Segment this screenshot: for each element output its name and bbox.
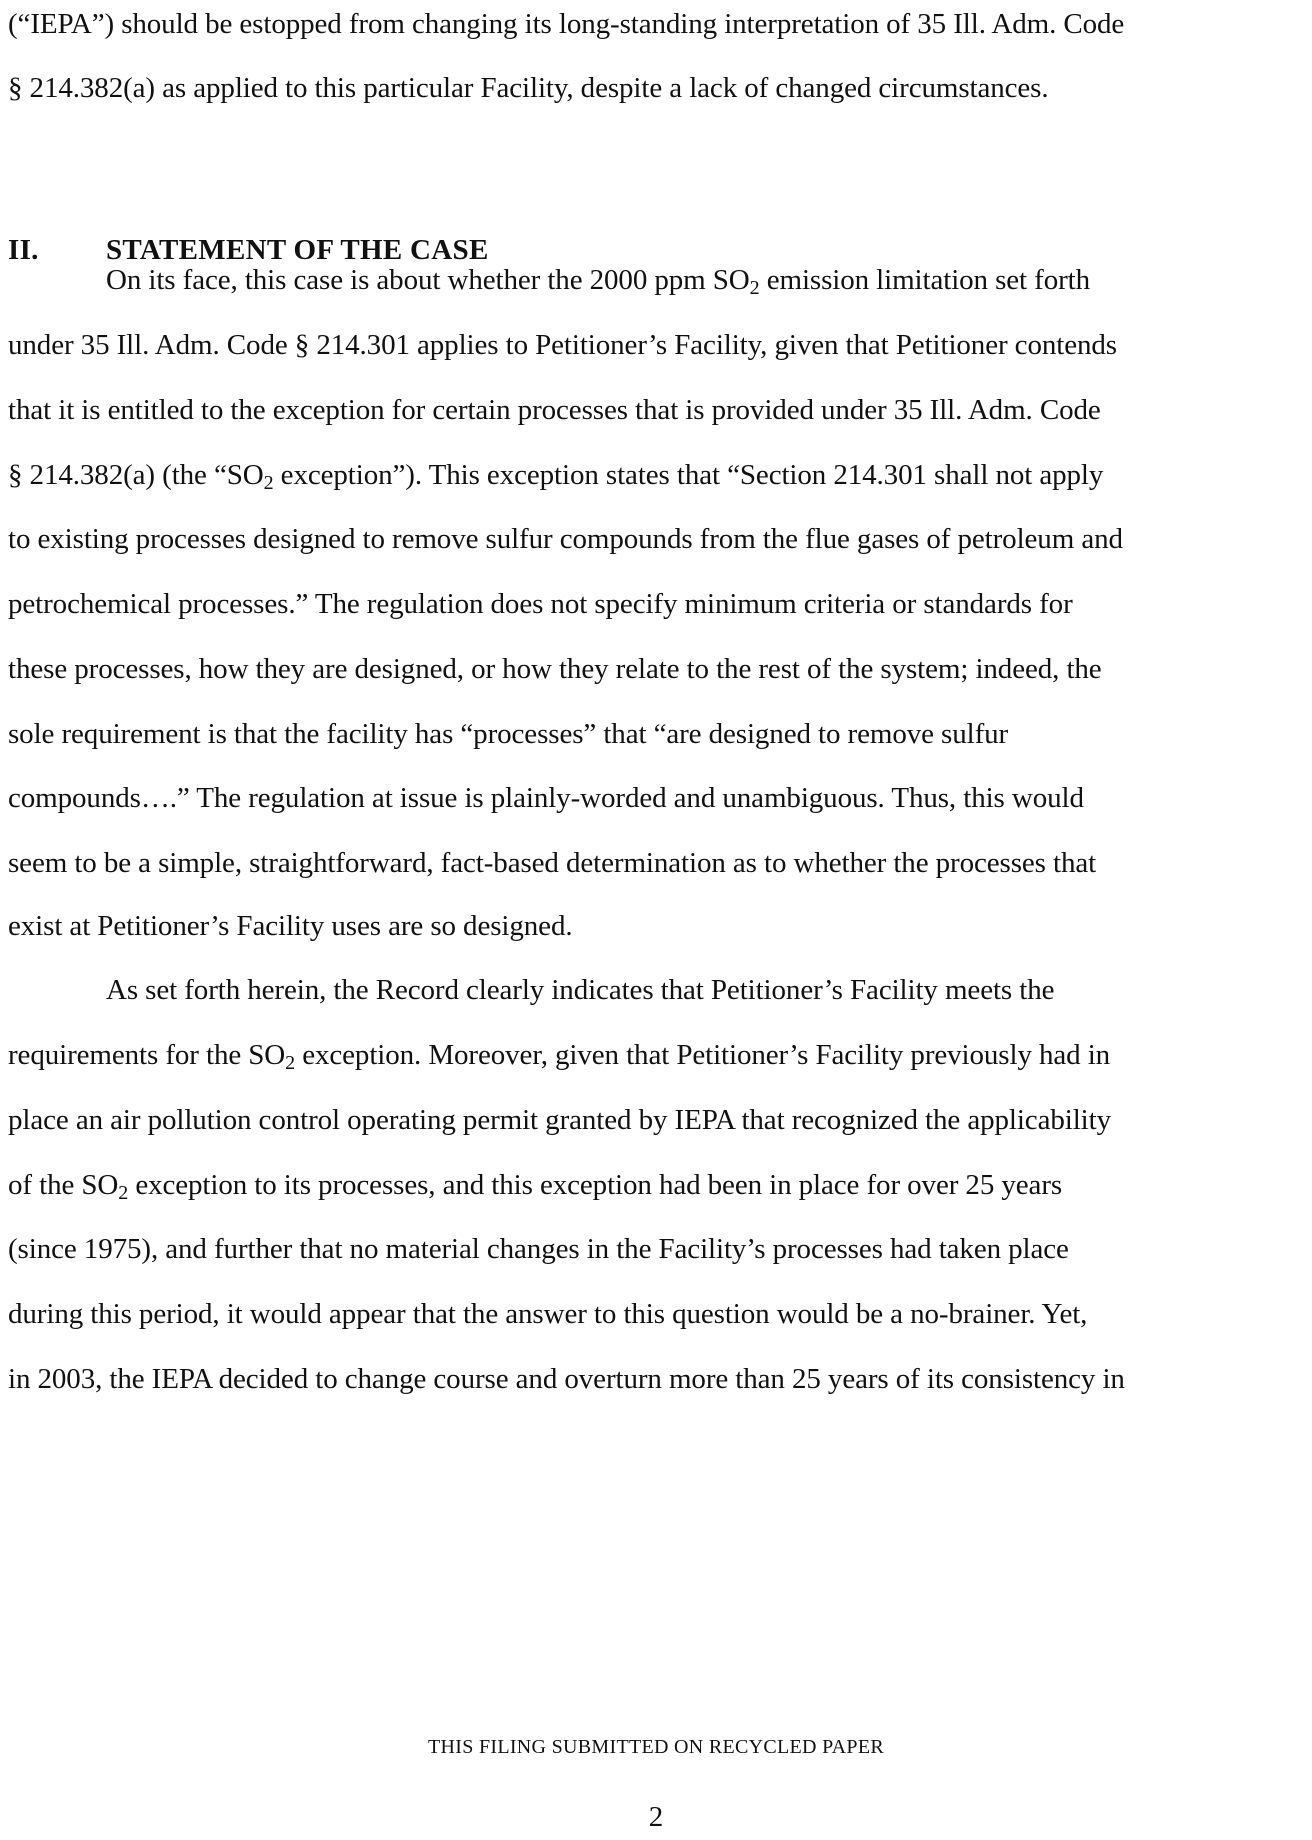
paragraph-1-line-3: that it is entitled to the exception for certain processes that is provided under 35 Ill. Adm. Code [8,394,1101,426]
paragraph-1-line-4: § 214.382(a) (the “$SO_2$ exception”). This exception states that “Section 214.301 shall not apply [8,459,1104,494]
paragraph-1-line-1: On its face, this case is about whether the 2000 ppm $SO_2$ emission limitation set forth [106,264,1091,299]
paragraph-2-line-4: of the $SO_2$ exception to its processes, and this exception had been in place for over 25 years [8,1169,1063,1204]
paragraph-1-line-11: exist at Petitioner’s Facility uses are so designed. [8,910,573,942]
paragraph-1-line-9: compounds….” The regulation at issue is plainly-worded and unambiguous. Thus, this would [8,782,1084,814]
section-number: II. [8,234,39,266]
recycled-paper-notice: THIS FILING SUBMITTED ON RECYCLED PAPER [428,1736,884,1758]
paragraph-2-line-5: (since 1975), and further that no material changes in the Facility’s processes had taken place [8,1233,1069,1265]
intro-line-2: § 214.382(a) as applied to this particular Facility, despite a lack of changed circumstances. [8,72,1049,104]
paragraph-2-line-7: in 2003, the IEPA decided to change course and overturn more than 25 years of its consistency in [8,1363,1125,1395]
paragraph-2-line-1: As set forth herein, the Record clearly indicates that Petitioner’s Facility meets the [106,974,1055,1006]
paragraph-1-line-7: these processes, how they are designed, or how they relate to the rest of the system; indeed, the [8,653,1102,685]
paragraph-1-line-8: sole requirement is that the facility has “processes” that “are designed to remove sulfur [8,718,1009,750]
paragraph-1-line-2: under 35 Ill. Adm. Code § 214.301 applies to Petitioner’s Facility, given that Petitioner contends [8,329,1117,361]
page-number: 2 [648,1801,664,1833]
section-title: STATEMENT OF THE CASE [106,234,489,266]
intro-line-1: (“IEPA”) should be estopped from changing its long-standing interpretation of 35 Ill. Adm. Code [8,8,1125,40]
paragraph-1-line-10: seem to be a simple, straightforward, fact-based determination as to whether the processes that [8,847,1097,879]
paragraph-2-line-2: requirements for the $SO_2$ exception. Moreover, given that Petitioner’s Facility previously had in [8,1039,1111,1074]
paragraph-1-line-6: petrochemical processes.” The regulation does not specify minimum criteria or standards for [8,588,1073,620]
paragraph-1-line-5: to existing processes designed to remove sulfur compounds from the flue gases of petroleum and [8,523,1123,555]
paragraph-2-line-3: place an air pollution control operating permit granted by IEPA that recognized the applicability [8,1104,1111,1136]
paragraph-2-line-6: during this period, it would appear that the answer to this question would be a no-brainer. Yet, [8,1298,1088,1330]
